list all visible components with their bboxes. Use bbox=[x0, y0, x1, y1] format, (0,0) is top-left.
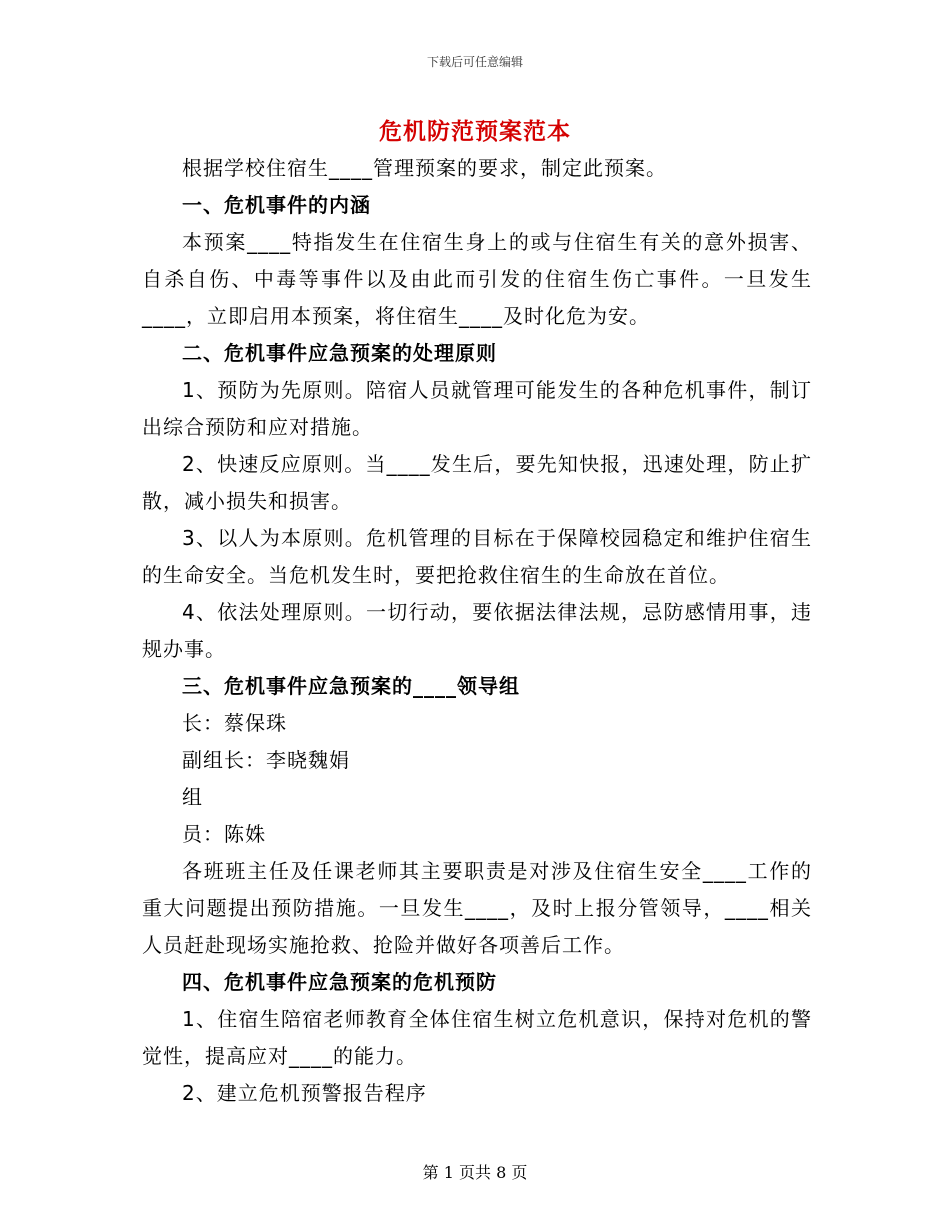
principle-4: 4、依法处理原则。一切行动，要依据法律法规，忌防感情用事，违规办事。 bbox=[142, 600, 812, 661]
member-line: 员：陈姝 bbox=[182, 822, 266, 846]
paragraph-intro: 根据学校住宿生____管理预案的要求，制定此预案。 bbox=[182, 156, 667, 180]
document-title: 危机防范预案范本 bbox=[379, 119, 571, 145]
principle-3: 3、以人为本原则。危机管理的目标在于保障校园稳定和维护住宿生的生命安全。当危机发生时，要把抢救住宿生的生命放在首位。 bbox=[142, 526, 812, 587]
section-heading-1: 一、危机事件的内涵 bbox=[182, 193, 371, 217]
leader-line: 长：蔡保珠 bbox=[182, 711, 287, 735]
section-heading-2: 二、危机事件应急预案的处理原则 bbox=[182, 341, 497, 365]
prevention-2: 2、建立危机预警报告程序 bbox=[182, 1081, 427, 1105]
group-label-line: 组 bbox=[182, 785, 203, 809]
page-number: 第 1 页共 8 页 bbox=[422, 1163, 528, 1182]
section-heading-4: 四、危机事件应急预案的危机预防 bbox=[182, 970, 497, 994]
principle-2: 2、快速反应原则。当____发生后，要先知快报，迅速处理，防止扩散，减小损失和损害。 bbox=[142, 452, 812, 513]
paragraph-definition: 本预案____特指发生在住宿生身上的或与住宿生有关的意外损害、自杀自伤、中毒等事件以及由此而引发的住宿生伤亡事件。一旦发生____，立即启用本预案，将住宿生____及时化危为安。 bbox=[142, 230, 812, 328]
deputy-leader-line: 副组长：李晓魏娟 bbox=[182, 748, 350, 772]
document-body bbox=[142, 150, 812, 1112]
principle-1: 1、预防为先原则。陪宿人员就管理可能发生的各种危机事件，制订出综合预防和应对措施。 bbox=[142, 378, 812, 439]
section-heading-3: 三、危机事件应急预案的____领导组 bbox=[182, 674, 520, 698]
header-note: 下载后可任意编辑 bbox=[426, 55, 523, 69]
prevention-1: 1、住宿生陪宿老师教育全体住宿生树立危机意识，保持对危机的警觉性，提高应对____的能力。 bbox=[142, 1007, 812, 1068]
paragraph-duties: 各班班主任及任课老师其主要职责是对涉及住宿生安全____工作的重大问题提出预防措施。一旦发生____，及时上报分管领导，____相关人员赶赴现场实施抢救、抢险并做好各项善后工作。 bbox=[142, 859, 812, 957]
